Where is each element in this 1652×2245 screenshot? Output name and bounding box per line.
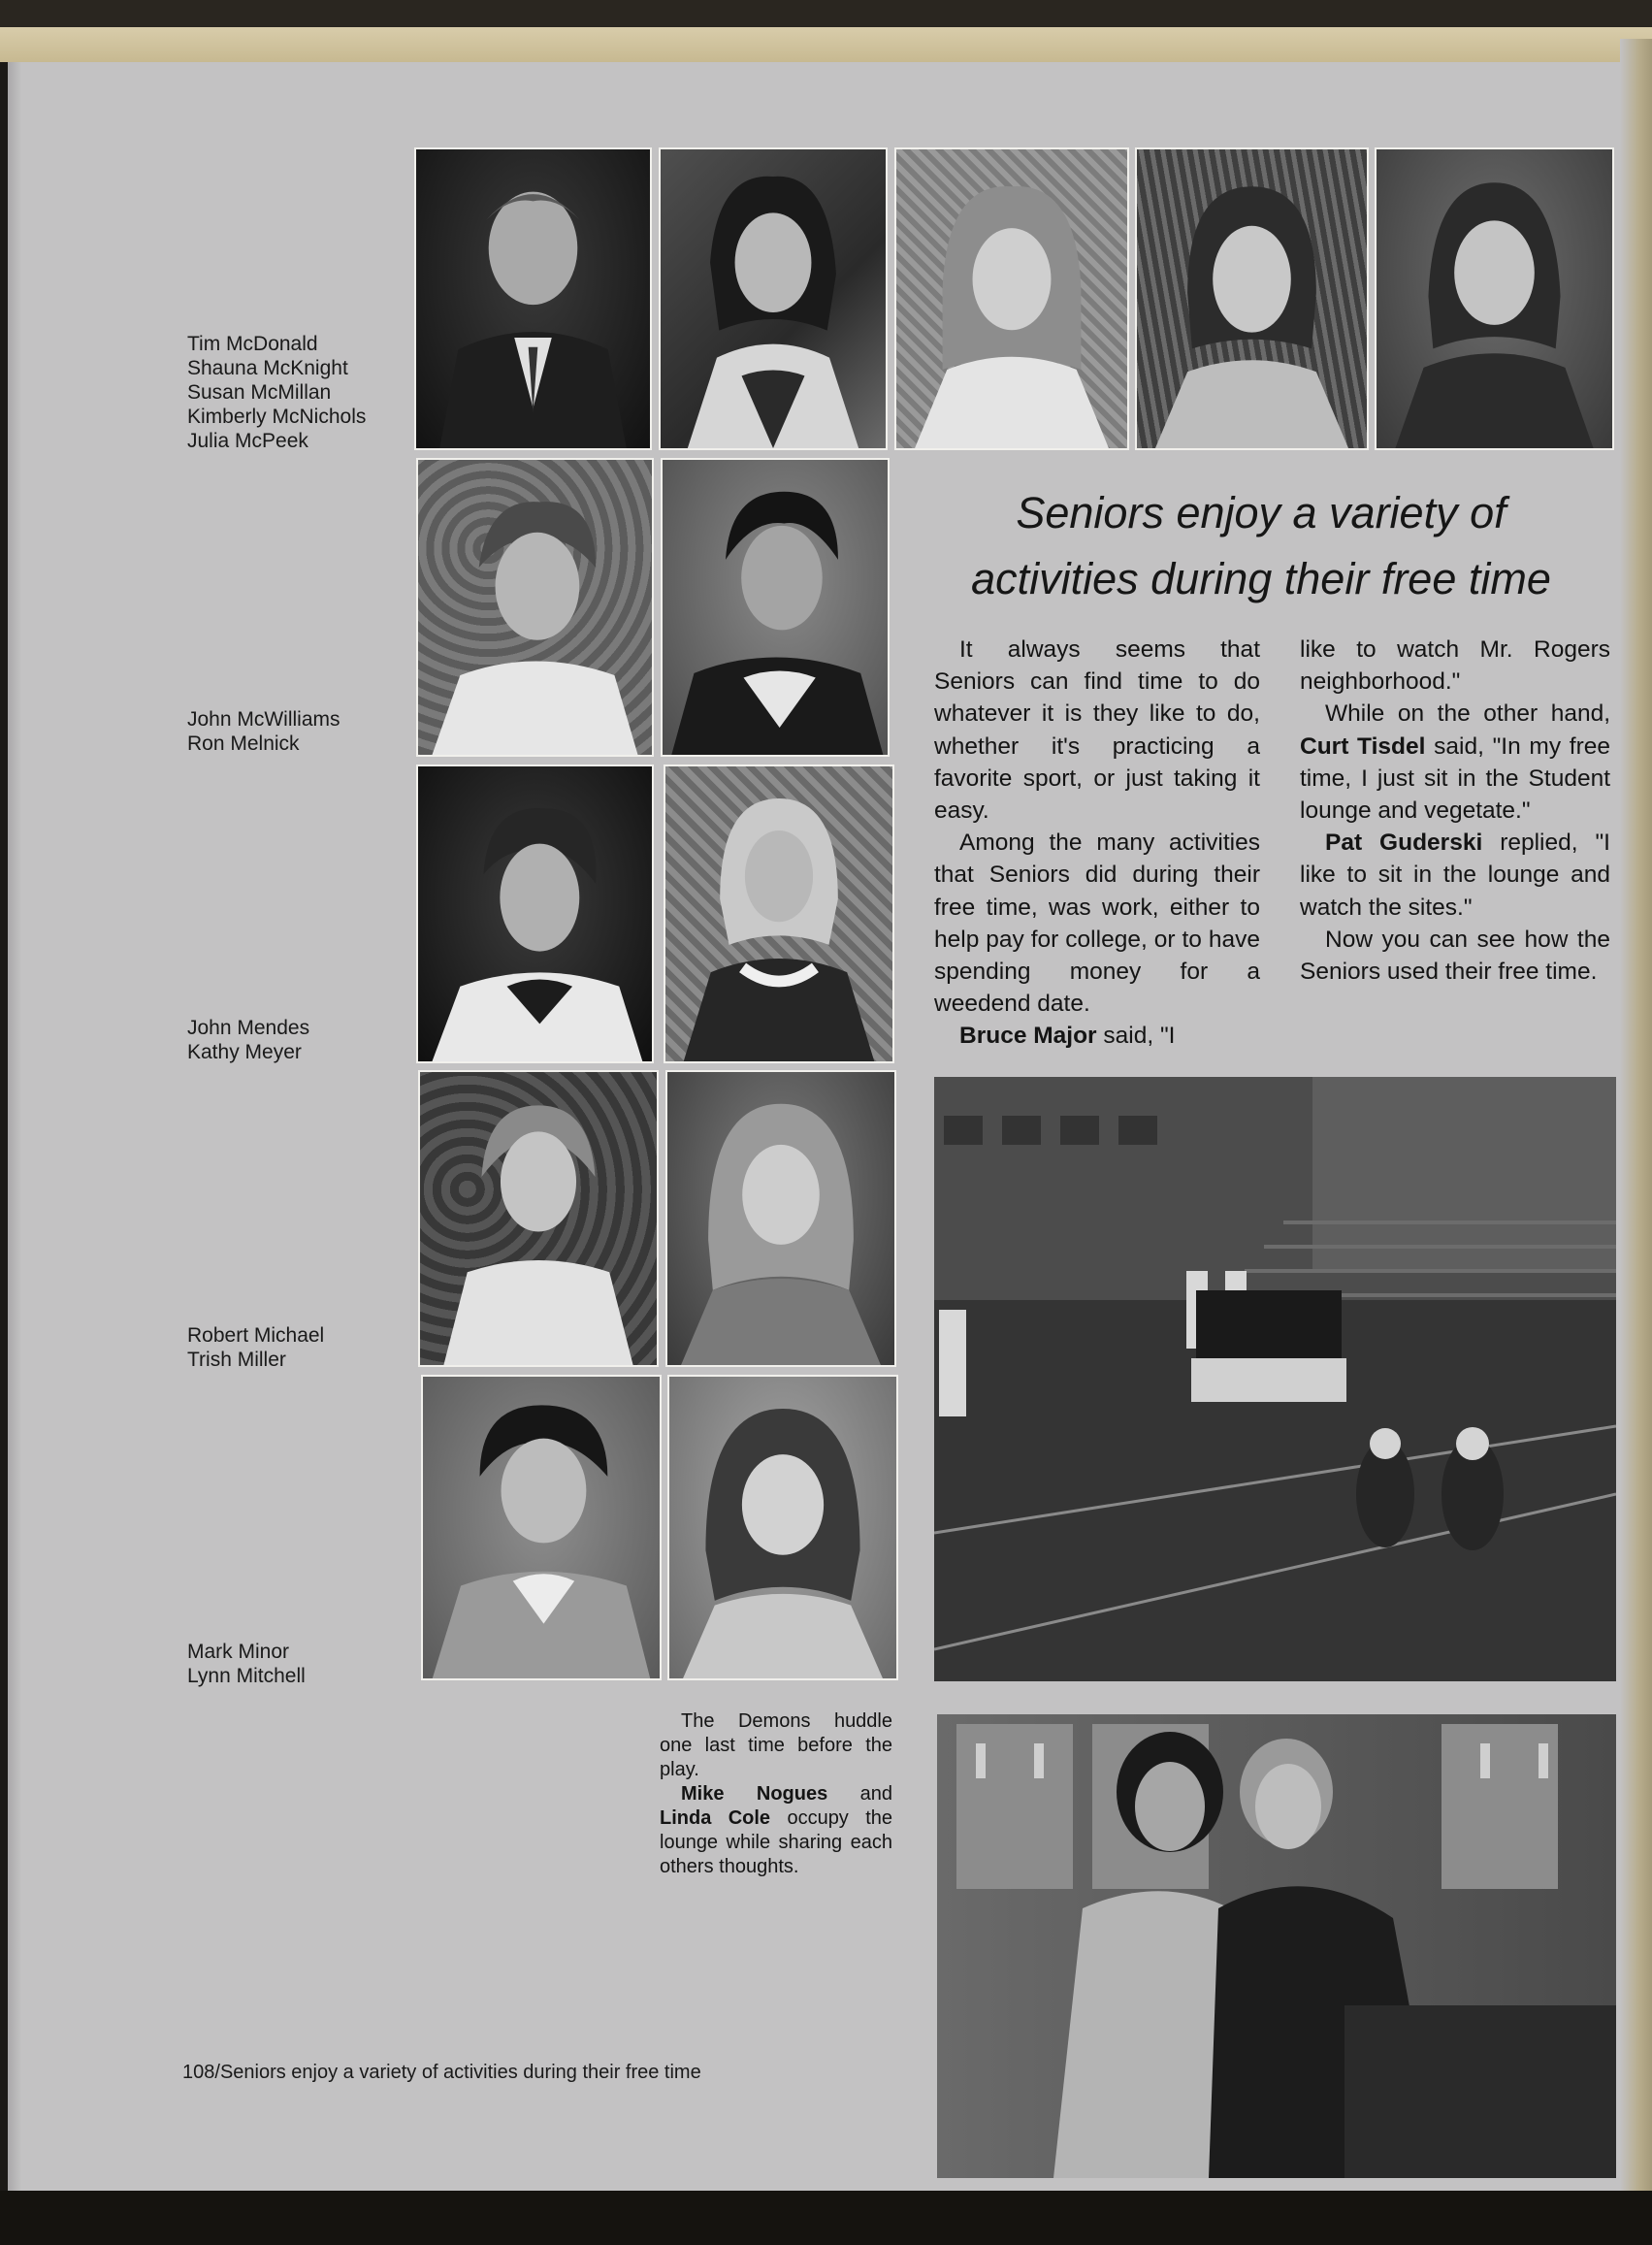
article-paragraph	[934, 827, 1260, 1020]
article-paragraph: like to watch Mr. Rogers neighborhood."	[1300, 636, 1610, 696]
caption-text: occupy the lounge while sharing each others thoughts.	[660, 1807, 892, 1877]
student-name: Susan McMillan	[187, 381, 332, 404]
portrait-photo	[421, 1375, 662, 1680]
article-paragraph-text: said, "I	[1096, 1023, 1176, 1050]
article-column-1	[934, 634, 1260, 1053]
portrait-photo	[416, 765, 654, 1063]
portrait-photo	[1375, 147, 1614, 450]
student-name: Tim McDonald	[187, 333, 318, 355]
article-paragraph: Now you can see how the Seniors used their free time.	[1300, 926, 1610, 986]
portrait-photo	[894, 147, 1129, 450]
scan-top-edge	[0, 0, 1652, 29]
portrait-photo	[664, 765, 894, 1063]
portrait-photo	[665, 1070, 896, 1367]
scan-bottom-edge	[0, 2191, 1652, 2245]
student-name-bold: Bruce Major	[959, 1023, 1097, 1050]
student-name: Kimberly McNichols	[187, 406, 367, 428]
caption-name-bold: Mike Nogues	[681, 1783, 828, 1805]
page-right-edge	[1620, 39, 1652, 2212]
article-paragraph	[934, 1020, 1260, 1052]
lounge-caption	[660, 1782, 892, 1879]
name-list-row-3	[187, 1016, 309, 1064]
book-binding-strip	[0, 27, 1652, 62]
caption-text: and	[827, 1783, 892, 1805]
huddle-caption: The Demons huddle one last time before the play.	[660, 1710, 892, 1780]
article-paragraph-text: Among the many activities that Seniors did during their free time, was work, either to help pay for college, or to have spending money for a weedend date.	[934, 830, 1260, 1018]
student-name: Shauna McKnight	[187, 357, 348, 379]
student-name: Julia McPeek	[187, 430, 308, 452]
portrait-photo	[659, 147, 888, 450]
student-name: Mark Minor	[187, 1641, 290, 1663]
folio-title: Seniors enjoy a variety of activities during their free time	[219, 2062, 701, 2083]
article-paragraph-text: said, "In my free time, I just sit in the Student lounge and vegetate."	[1300, 732, 1611, 825]
headline-line-1: Seniors enjoy a variety of	[1016, 488, 1506, 537]
portrait-photo	[1135, 147, 1369, 450]
student-name: Lynn Mitchell	[187, 1665, 306, 1687]
article-paragraph-text: While on the other hand,	[1325, 700, 1610, 728]
page-folio	[182, 2062, 701, 2084]
student-name-bold: Pat Guderski	[1325, 830, 1483, 857]
portrait-photo	[414, 147, 652, 450]
article-paragraph	[1300, 698, 1610, 827]
name-list-row-5	[187, 1640, 306, 1688]
student-name: John Mendes	[187, 1017, 310, 1039]
lounge-couple-photo	[937, 1714, 1616, 2178]
article-paragraph: It always seems that Seniors can find time to do whatever it is they like to do, whether it's practicing a favorite sport, or just taking it easy.	[934, 636, 1260, 825]
page-number: 108	[182, 2062, 215, 2083]
portrait-photo	[661, 458, 890, 757]
article-paragraph-text: replied, "I like to sit in the lounge and watch the sites."	[1300, 830, 1610, 921]
name-list-row-1	[187, 332, 366, 453]
article-column-2	[1300, 634, 1610, 988]
student-name: Robert Michael	[187, 1324, 325, 1347]
article-headline	[922, 480, 1601, 612]
portrait-photo	[418, 1070, 659, 1367]
article-paragraph	[1300, 827, 1610, 924]
headline-line-2: activities during their free time	[971, 554, 1551, 603]
football-huddle-photo	[934, 1077, 1616, 1681]
photo-captions	[660, 1709, 892, 1879]
name-list-row-2	[187, 707, 340, 756]
student-name-bold: Curt Tisdel	[1300, 732, 1426, 760]
student-name: John McWilliams	[187, 708, 340, 731]
student-name: Trish Miller	[187, 1349, 286, 1371]
caption-name-bold: Linda Cole	[660, 1807, 771, 1829]
portrait-photo	[416, 458, 654, 757]
name-list-row-4	[187, 1323, 324, 1372]
folio-separator: /	[214, 2062, 220, 2083]
page-left-gutter	[8, 62, 21, 2193]
student-name: Kathy Meyer	[187, 1041, 302, 1063]
student-name: Ron Melnick	[187, 732, 300, 755]
portrait-photo	[667, 1375, 898, 1680]
